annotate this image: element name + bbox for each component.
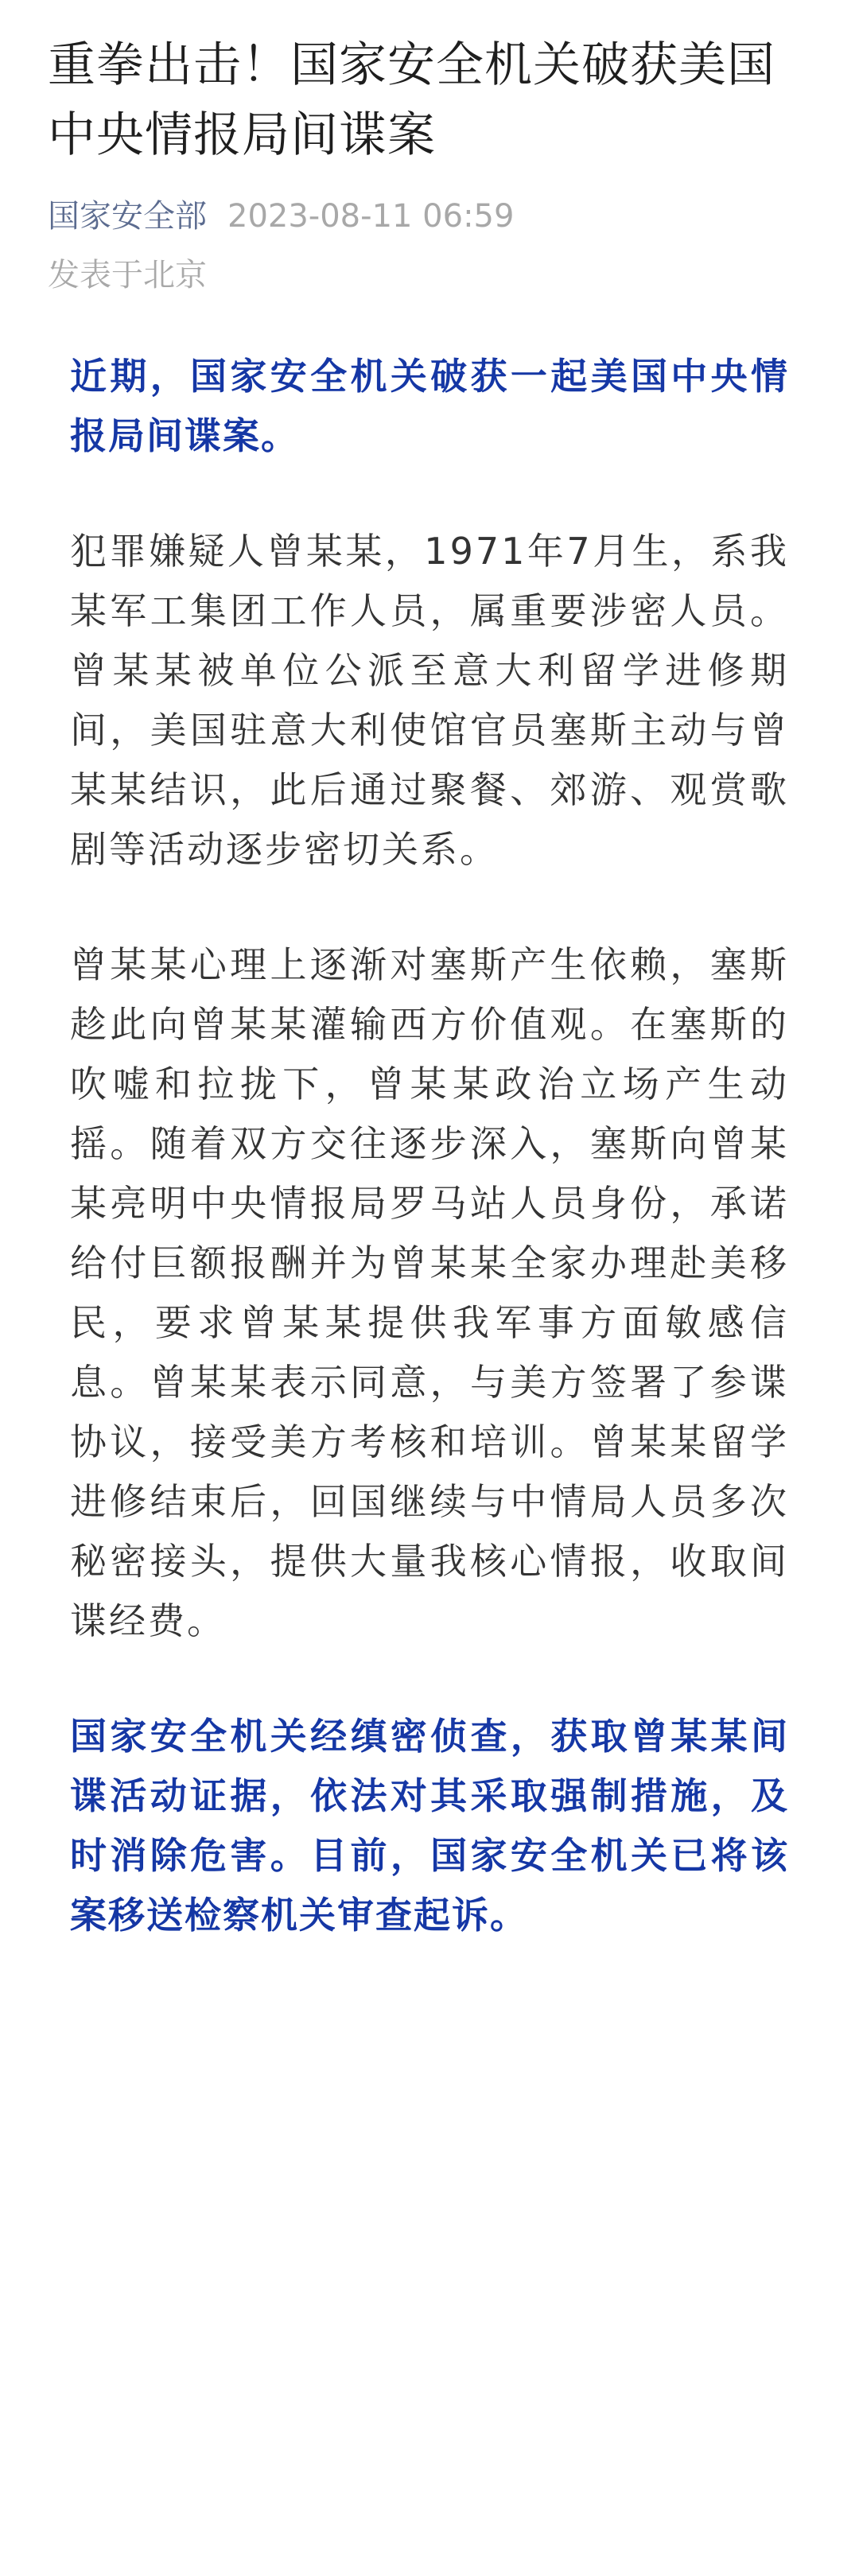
body-paragraph: 曾某某心理上逐渐对塞斯产生依赖，塞斯趁此向曾某某灌输西方价值观。在塞斯的吹嘘和拉拢下，曾某某政治立场产生动摇。随着双方交往逐步深入，塞斯向曾某某亮明中央情报局罗马站人员身份，承诺给付巨额报酬并为曾某某全家办理赴美移民，要求曾某某提供我军事方面敏感信息。曾某某表示同意，与美方签署了参谍协议，接受美方考核和培训。曾某某留学进修结束后，回国继续与中情局人员多次秘密接头，提供大量我核心情报，收取间谍经费。 [70,943,789,1642]
body-paragraph: 犯罪嫌疑人曾某某，1971年7月生，系我某军工集团工作人员，属重要涉密人员。曾某某被单位公派至意大利留学进修期间，美国驻意大利使馆官员塞斯主动与曾某某结识，此后通过聚餐、郊游、观赏歌剧等活动逐步密切关系。 [70,530,789,871]
emphasis-paragraph: 国家安全机关经缜密侦查，获取曾某某间谍活动证据，依法对其采取强制措施，及时消除危害。目前，国家安全机关已将该案移送检察机关审查起诉。 [70,1715,789,1937]
author-link[interactable]: 国家安全部 [48,198,207,235]
publish-time: 2023-08-11 06:59 [227,198,515,235]
article-meta [48,194,811,239]
article-title: 重拳出击！国家安全机关破获美国中央情报局间谍案 [48,37,775,163]
emphasis-paragraph: 近期，国家安全机关破获一起美国中央情报局间谍案。 [70,355,789,457]
article-body [48,347,811,1945]
publish-location: 发表于北京 [48,257,207,293]
